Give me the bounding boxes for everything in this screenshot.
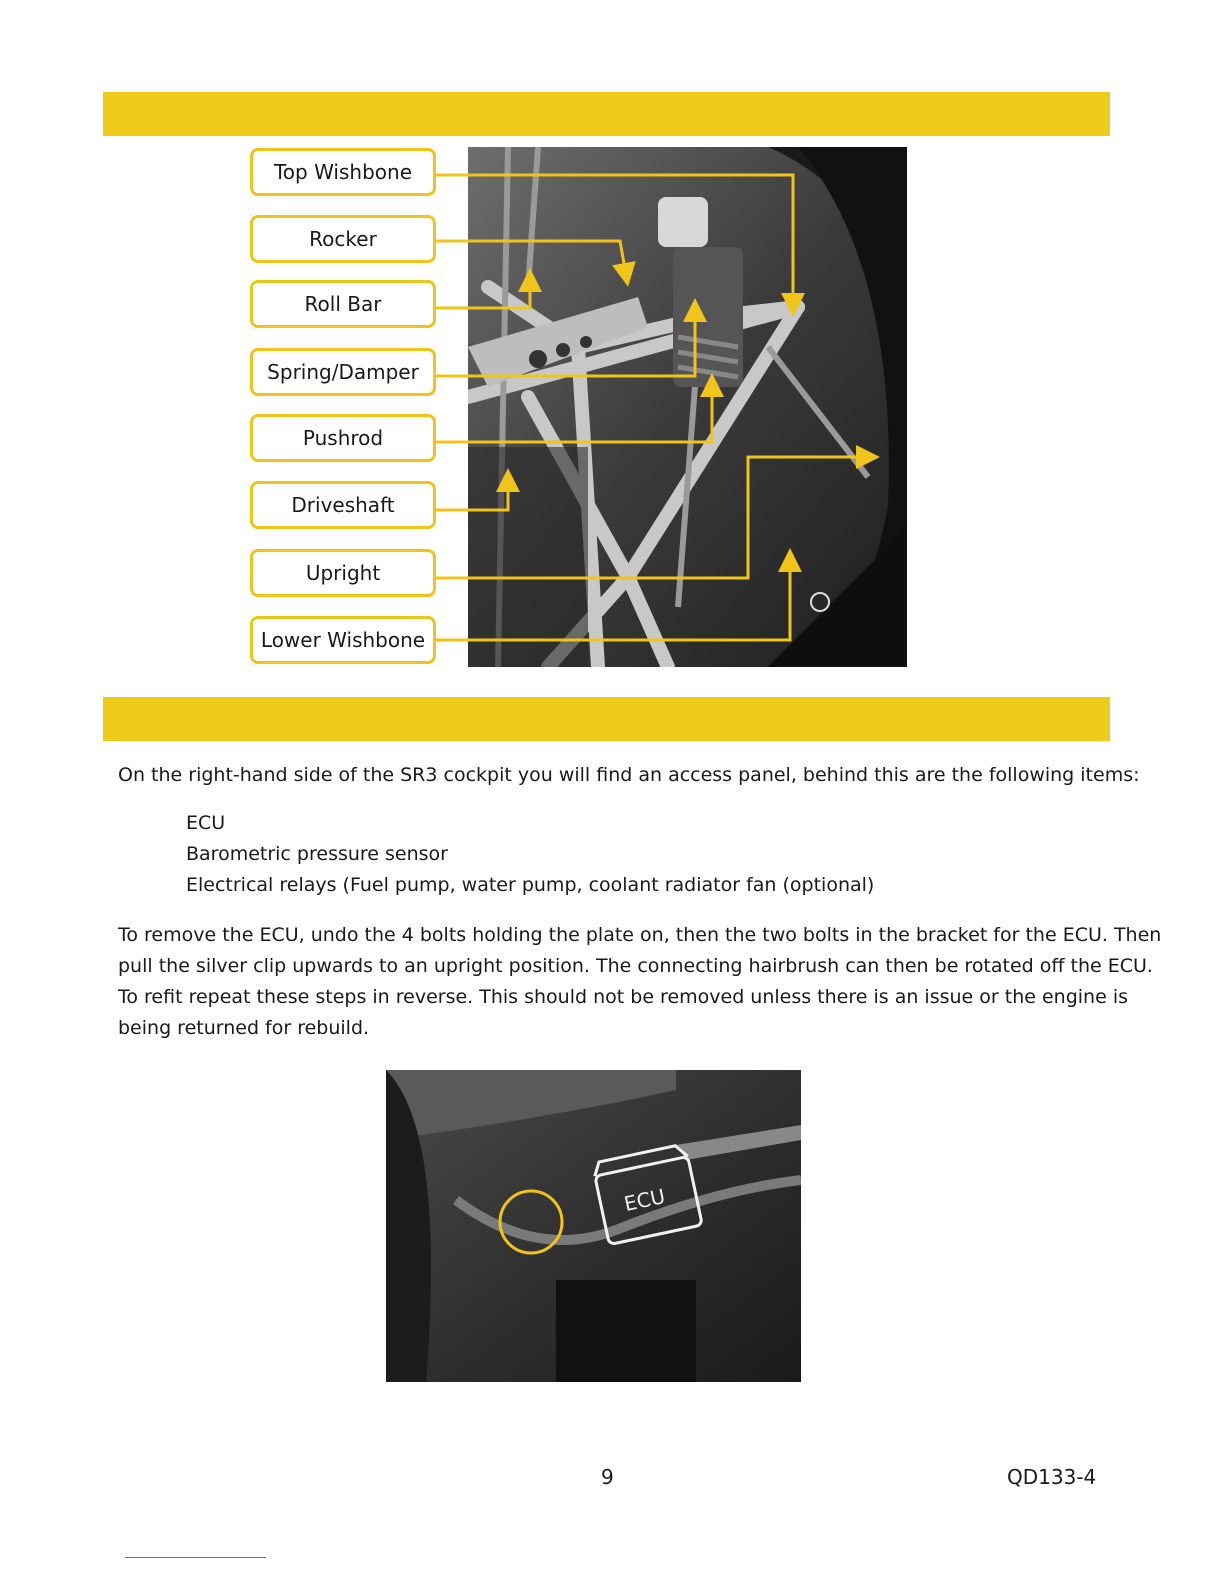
label-roll-bar: Roll Bar <box>250 280 436 328</box>
instruction-line: pull the silver clip upwards to an upright position. The connecting hairbrush can then be rotated off the ECU. <box>118 955 1153 977</box>
instruction-line: being returned for rebuild. <box>118 1017 370 1039</box>
intro-paragraph: On the right-hand side of the SR3 cockpit you will find an access panel, behind this are the following items: <box>118 764 1140 786</box>
label-lower-wishbone: Lower Wishbone <box>250 616 436 664</box>
instruction-line: To remove the ECU, undo the 4 bolts holding the plate on, then the two bolts in the bracket for the ECU. Then <box>118 924 1162 946</box>
instructions-paragraph <box>118 920 1161 1044</box>
list-item: Barometric pressure sensor <box>186 843 448 865</box>
label-spring-damper: Spring/Damper <box>250 348 436 396</box>
label-upright: Upright <box>250 549 436 597</box>
instruction-line: To refit repeat these steps in reverse. This should not be removed unless there is an issue or the engine is <box>118 986 1128 1008</box>
list-item: ECU <box>186 812 226 834</box>
page-number: 9 <box>601 1465 614 1489</box>
ecu-photo <box>386 1070 801 1382</box>
document-code: QD133-4 <box>1007 1465 1097 1489</box>
leader-lines <box>0 0 1224 700</box>
items-list <box>186 808 874 901</box>
label-rocker: Rocker <box>250 215 436 263</box>
ecu-label: ECU <box>621 1183 668 1217</box>
footnote-rule <box>125 1557 266 1558</box>
label-driveshaft: Driveshaft <box>250 481 436 529</box>
list-item: Electrical relays (Fuel pump, water pump, coolant radiator fan (optional) <box>186 874 875 896</box>
label-pushrod: Pushrod <box>250 414 436 462</box>
section-header-band-ecu <box>103 697 1110 741</box>
label-top-wishbone: Top Wishbone <box>250 148 436 196</box>
